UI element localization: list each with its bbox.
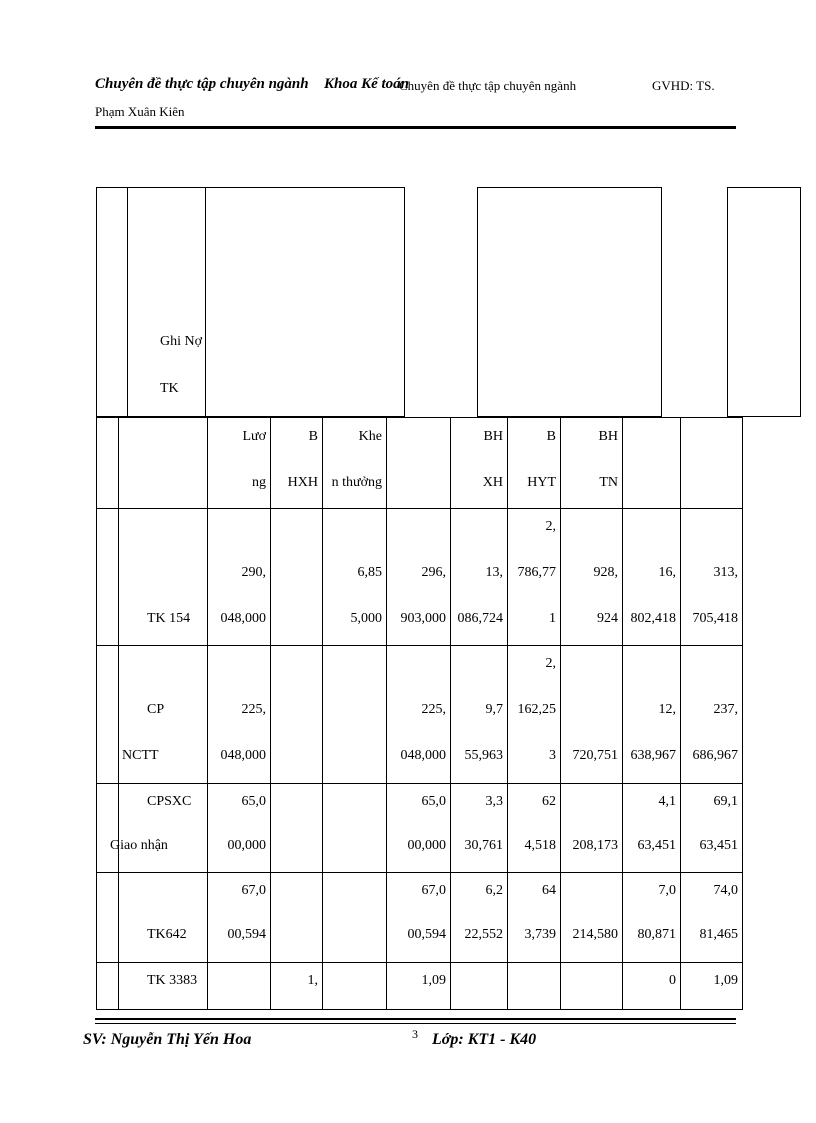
table-cell: 705,418 [692, 611, 738, 626]
table-cell: 74,0 [713, 883, 738, 898]
table-cell: 1,09 [421, 973, 446, 988]
table-cell: 65,0 [421, 794, 446, 809]
grid-line [96, 645, 743, 646]
header-line2: Phạm Xuân Kiên [95, 104, 185, 119]
column-header-7-l2: TN [599, 475, 618, 490]
row-label: CPSXC [147, 794, 192, 809]
table-cell: 1, [307, 973, 318, 988]
table-cell: 290, [241, 565, 266, 580]
table-cell: 00,594 [407, 927, 446, 942]
table-cell: 64 [542, 883, 556, 898]
grid-line [96, 508, 743, 509]
table-cell: 00,594 [227, 927, 266, 942]
table-cell: 5,000 [350, 611, 382, 626]
header-title-mid: Chuyên đề thực tập chuyên ngành [399, 78, 577, 93]
table-cell: 4,1 [658, 794, 676, 809]
table-cell: 7,0 [658, 883, 676, 898]
row-label: Giao nhận [110, 838, 168, 853]
table-cell: 225, [241, 702, 266, 717]
ghi-no-label: Ghi Nợ [160, 334, 203, 349]
column-header-6-l2: HYT [527, 475, 556, 490]
column-header-2-l2: HXH [287, 475, 318, 490]
table-cell: 13, [485, 565, 503, 580]
table-cell: 80,871 [637, 927, 676, 942]
grid-line [96, 962, 743, 963]
table-cell: 16, [658, 565, 676, 580]
row-label: NCTT [122, 748, 159, 763]
header-gvhd: GVHD: TS. [652, 78, 715, 93]
footer-page-number: 3 [412, 1027, 418, 1041]
row-label: TK 3383 [147, 973, 198, 988]
header-box-far [727, 187, 801, 417]
divider [127, 187, 128, 417]
header-box-left [96, 187, 206, 417]
column-header-2-l1: B [308, 429, 318, 444]
table-cell: 30,761 [464, 838, 503, 853]
table-cell: 313, [713, 565, 738, 580]
table-cell: 225, [421, 702, 446, 717]
table-cell: 237, [713, 702, 738, 717]
table-cell: 22,552 [464, 927, 503, 942]
table-cell: 2, [545, 656, 556, 671]
grid-line [96, 417, 97, 1010]
table-cell: 4,518 [524, 838, 556, 853]
grid-line [96, 872, 743, 873]
header-box-right [477, 187, 662, 417]
grid-line [96, 1009, 743, 1010]
table-cell: 69,1 [713, 794, 738, 809]
column-header-3-l2: n thưởng [331, 475, 382, 490]
footer-student: SV: Nguyễn Thị Yến Hoa [83, 1031, 252, 1048]
table-cell: 802,418 [630, 611, 676, 626]
grid-line [270, 417, 271, 1010]
header-title-left: Chuyên đề thực tập chuyên ngành [95, 76, 309, 92]
grid-line [322, 417, 323, 1010]
column-header-3-l1: Khe [358, 429, 382, 444]
table-cell: 3 [549, 748, 556, 763]
table-cell: 3,3 [485, 794, 503, 809]
table-cell: 6,85 [357, 565, 382, 580]
tk-label: TK [160, 381, 179, 396]
table-cell: 62 [542, 794, 556, 809]
grid-line [96, 783, 743, 784]
grid-line [118, 417, 119, 1010]
table-cell: 6,2 [485, 883, 503, 898]
grid-line [96, 417, 743, 418]
grid-line [742, 417, 743, 1010]
table-cell: 296, [421, 565, 446, 580]
table-cell: 12, [658, 702, 676, 717]
table-cell: 2, [545, 519, 556, 534]
column-header-1-l2: ng [252, 475, 266, 490]
table-cell: 924 [597, 611, 618, 626]
header-title-mid-bold: Khoa Kế toán [324, 76, 410, 92]
table-cell: 638,967 [630, 748, 676, 763]
footer-rule-2 [95, 1023, 736, 1024]
table-cell: 903,000 [400, 611, 446, 626]
table-cell: 9,7 [485, 702, 503, 717]
column-header-1-l1: Lươ [242, 429, 266, 444]
table-cell: 086,724 [457, 611, 503, 626]
table-cell: 67,0 [241, 883, 266, 898]
table-cell: 786,77 [517, 565, 556, 580]
table-cell: 0 [669, 973, 676, 988]
row-label: CP [147, 702, 165, 717]
footer-class: Lớp: KT1 - K40 [432, 1031, 537, 1048]
table-cell: 048,000 [220, 748, 266, 763]
table-cell: 048,000 [220, 611, 266, 626]
table-cell: 162,25 [517, 702, 556, 717]
table-cell: 00,000 [407, 838, 446, 853]
column-header-5-l2: XH [482, 475, 503, 490]
table-cell: 208,173 [572, 838, 618, 853]
table-cell: 048,000 [400, 748, 446, 763]
table-cell: 81,465 [699, 927, 738, 942]
table-cell: 00,000 [227, 838, 266, 853]
table-cell: 1,09 [713, 973, 738, 988]
header-box-mid [205, 187, 405, 417]
table-cell: 55,963 [464, 748, 503, 763]
table-cell: 720,751 [572, 748, 618, 763]
row-label: TK642 [147, 927, 187, 942]
table-cell: 686,967 [692, 748, 738, 763]
column-header-6-l1: B [546, 429, 556, 444]
header-rule [95, 126, 736, 129]
footer-rule-1 [95, 1018, 736, 1020]
row-label: TK 154 [147, 611, 191, 626]
column-header-7-l1: BH [598, 429, 618, 444]
table-cell: 928, [593, 565, 618, 580]
table-cell: 3,739 [524, 927, 556, 942]
table-cell: 65,0 [241, 794, 266, 809]
table-cell: 63,451 [699, 838, 738, 853]
table-cell: 63,451 [637, 838, 676, 853]
column-header-5-l1: BH [483, 429, 503, 444]
table-cell: 214,580 [572, 927, 618, 942]
table-cell: 1 [549, 611, 556, 626]
table-cell: 67,0 [421, 883, 446, 898]
